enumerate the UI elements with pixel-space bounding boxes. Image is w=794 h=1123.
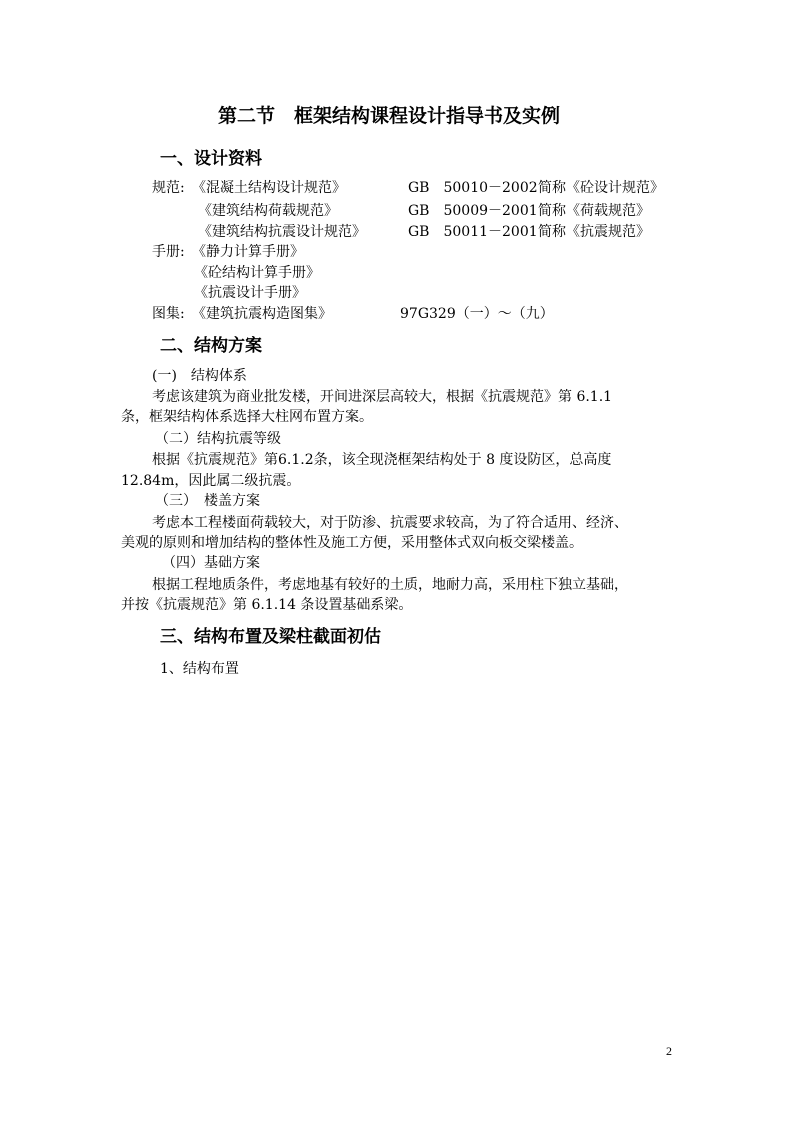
subsection-title: （四）基础方案 [162, 555, 260, 571]
subsection-title: （二）结构抗震等级 [155, 431, 281, 447]
code-standard: GB 50011－2001 [408, 224, 538, 240]
atlas-code: 97G329（一）～（九） [400, 306, 554, 322]
manuals-label: 手册: [152, 244, 185, 260]
page-title: 第二节 框架结构课程设计指导书及实例 [218, 105, 561, 127]
section-heading-design-data: 一、设计资料 [160, 149, 262, 169]
paragraph-line: 根据《抗震规范》第6.1.2条，该全现浇框架结构处于 8 度设防区，总高度 [152, 452, 612, 468]
manual-name: 《抗震设计手册》 [194, 285, 306, 301]
codes-label: 规范: [152, 180, 185, 196]
code-abbreviation: 简称《抗震规范》 [538, 224, 650, 240]
code-name: 《建筑结构抗震设计规范》 [198, 224, 366, 240]
atlas-name: 《建筑抗震构造图集》 [192, 306, 332, 322]
code-abbreviation: 简称《砼设计规范》 [538, 180, 664, 196]
paragraph-line: 12.84m，因此属二级抗震。 [121, 473, 301, 489]
manual-name: 《静力计算手册》 [192, 244, 304, 260]
code-standard: GB 50009－2001 [408, 203, 538, 219]
code-name: 《混凝土结构设计规范》 [192, 180, 346, 196]
paragraph-line: 条，框架结构体系选择大柱网布置方案。 [121, 409, 373, 425]
code-abbreviation: 简称《荷载规范》 [538, 203, 650, 219]
section-heading-layout: 三、结构布置及梁柱截面初估 [160, 627, 381, 647]
paragraph-line: 考虑该建筑为商业批发楼，开间进深层高较大，根据《抗震规范》第 6.1.1 [152, 389, 613, 405]
code-name: 《建筑结构荷载规范》 [198, 203, 338, 219]
code-standard: GB 50010－2002 [408, 180, 538, 196]
manual-name: 《砼结构计算手册》 [194, 265, 320, 281]
paragraph-line: 并按《抗震规范》第 6.1.14 条设置基础系梁。 [121, 597, 413, 613]
page-number: 2 [666, 1044, 672, 1058]
subsection-title: （三） 楼盖方案 [155, 493, 260, 509]
atlas-label: 图集: [152, 306, 185, 322]
paragraph-line: 根据工程地质条件，考虑地基有较好的土质，地耐力高，采用柱下独立基础， [152, 577, 628, 593]
section-heading-structural-scheme: 二、结构方案 [160, 336, 262, 356]
paragraph-line: 美观的原则和增加结构的整体性及施工方便，采用整体式双向板交梁楼盖。 [121, 535, 583, 551]
list-item: 1、结构布置 [160, 661, 239, 677]
subsection-title: (一) 结构体系 [152, 368, 247, 384]
paragraph-line: 考虑本工程楼面荷载较大，对于防渗、抗震要求较高，为了符合适用、经济、 [152, 515, 628, 531]
